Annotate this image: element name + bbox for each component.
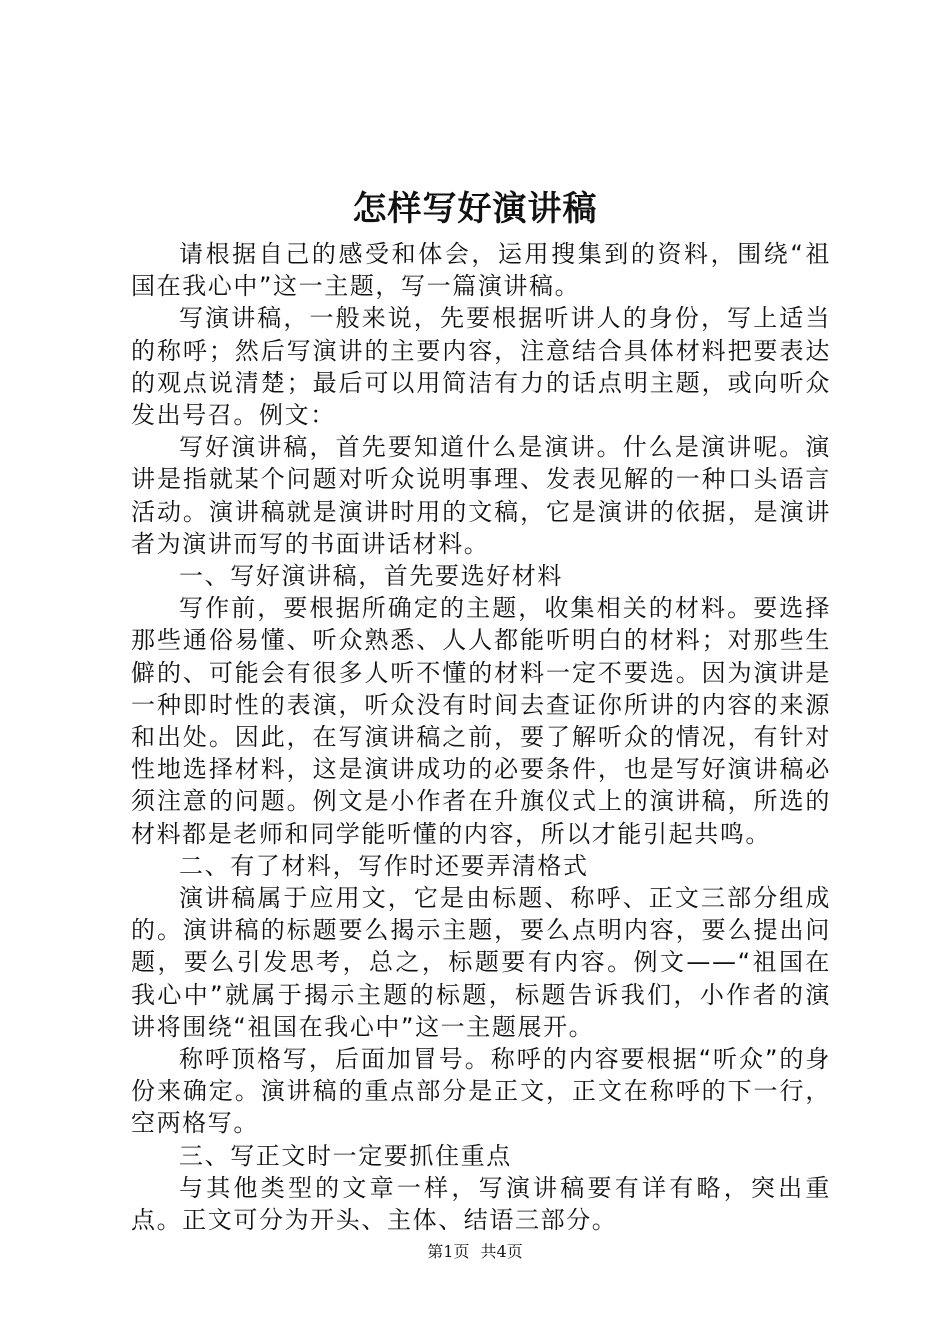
paragraph: 演讲稿属于应用文，它是由标题、称呼、正文三部分组成的。演讲稿的标题要么揭示主题，要么点明内容，要么提出问题，要么引发思考，总之，标题要有内容。例文——“祖国在我心中”就属于揭示主题的标题，标题告诉我们，小作者的演讲将围绕“祖国在我心中”这一主题展开。 xyxy=(131,884,831,1041)
page-footer xyxy=(0,1242,950,1262)
section-heading: 三、写正文时一定要抓住重点 xyxy=(179,1141,512,1170)
paragraph: 称呼顶格写，后面加冒号。称呼的内容要根据“听众”的身份来确定。演讲稿的重点部分是正文，正文在称呼的下一行，空两格写。 xyxy=(131,1045,831,1138)
page-number: 第1页 xyxy=(427,1242,470,1261)
section-heading: 二、有了材料，写作时还要弄清格式 xyxy=(179,851,589,880)
page-total: 共4页 xyxy=(480,1242,523,1261)
paragraph: 写好演讲稿，首先要知道什么是演讲。什么是演讲呢。演讲是指就某个问题对听众说明事理、发表见解的一种口头语言活动。演讲稿就是演讲时用的文稿，它是演讲的依据，是演讲者为演讲而写的书面讲话材料。 xyxy=(131,433,831,558)
paragraph: 请根据自己的感受和体会，运用搜集到的资料，围绕“祖国在我心中”这一主题，写一篇演讲稿。 xyxy=(131,240,831,301)
paragraph: 写演讲稿，一般来说，先要根据听讲人的身份，写上适当的称呼；然后写演讲的主要内容，注意结合具体材料把要表达的观点说清楚；最后可以用简洁有力的话点明主题，或向听众发出号召。例文： xyxy=(131,304,831,430)
paragraph: 与其他类型的文章一样，写演讲稿要有详有略，突出重点。正文可分为开头、主体、结语三部分。 xyxy=(131,1173,831,1235)
section-heading: 一、写好演讲稿，首先要选好材料 xyxy=(179,562,563,591)
paragraph: 写作前，要根据所确定的主题，收集相关的材料。要选择那些通俗易懂、听众熟悉、人人都能听明白的材料；对那些生僻的、可能会有很多人听不懂的材料一定不要选。因为演讲是一种即时性的表演，听众没有时间去查证你所讲的内容的来源和出处。因此，在写演讲稿之前，要了解听众的情况，有针对性地选择材料，这是演讲成功的必要条件，也是写好演讲稿必须注意的问题。例文是小作者在升旗仪式上的演讲稿，所选的材料都是老师和同学能听懂的内容，所以才能引起共鸣。 xyxy=(131,594,831,848)
document-title: 怎样写好演讲稿 xyxy=(352,189,598,229)
document-body xyxy=(131,238,831,1236)
